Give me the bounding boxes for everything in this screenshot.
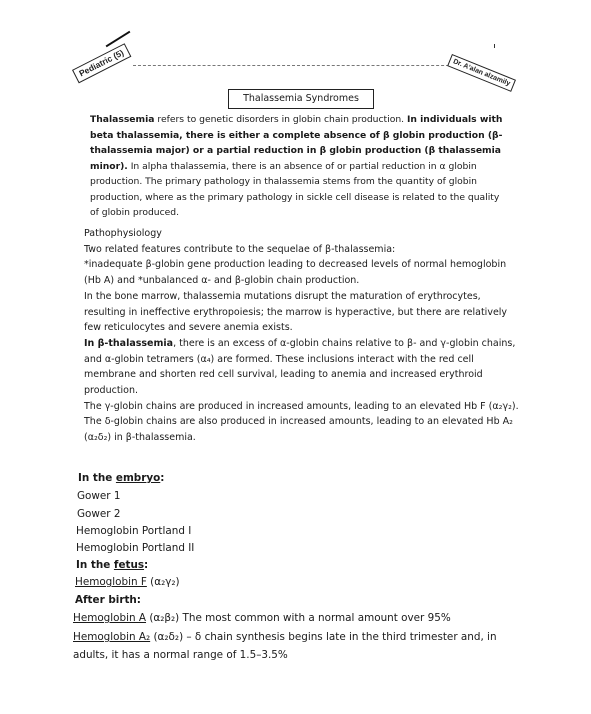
embryo-item: Hemoglobin Portland I [76,525,192,537]
patho-p5: The γ-globin chains are produced in increased amounts, leading to an elevated Hb F (α₂γ₂). [84,400,519,412]
fetus-word: fetus [113,559,145,571]
fetus-suffix: : [144,559,149,571]
fetus-prefix: In the [76,559,114,571]
embryo-item: Gower 1 [77,490,121,502]
intro-paragraph [90,112,510,221]
author-tag: Dr. A'alan alzamily [447,54,516,92]
embryo-suffix: : [160,472,165,484]
hba-text: (α₂β₂) The most common with a normal amount over 95% [146,612,451,624]
patho-p4 [84,336,524,399]
pathophysiology-section [84,226,524,446]
fetal-hb-name: Hemoglobin F [75,576,147,588]
embryo-heading [78,470,164,487]
hemoglobin-a2 [73,628,533,664]
hemoglobin-a [73,610,451,627]
after-birth-heading: After birth: [75,594,141,606]
fetal-hemoglobin [75,574,180,591]
fetus-heading [76,557,148,574]
patho-p6: The δ-globin chains are also produced in increased amounts, leading to an elevated Hb A₂ (α₂δ₂) in β-thalassemia. [84,416,513,444]
header-rule [133,65,459,66]
intro-bold-text: In individuals with beta thalassemia, there is either a complete absence of β globin production (β-thalassemia major) or a partial reduction in β globin production (β thalassemia minor). [90,114,503,172]
intro-term: Thalassemia [90,114,155,125]
patho-p4-bold: In β-thalassemia [84,337,174,349]
page-title: Thalassemia Syndromes [228,89,374,109]
hba2-name: Hemoglobin A₂ [73,631,151,643]
embryo-prefix: In the [78,472,116,484]
intro-text-2: In alpha thalassemia, there is an absence of or partial reduction in α globin production. The primary pathology in thalassemia stems from the quantity of globin production, where as the primary pathology in sickle cell disease is related to the quality of globin produced. [90,160,500,218]
patho-p3: In the bone marrow, thalassemia mutations disrupt the maturation of erythrocytes, resulting in ineffective erythropoiesis; the marrow is hyperactive, but there are relatively few reticulocytes and severe anemia exists. [84,290,508,334]
hba2-text: (α₂δ₂) – δ chain synthesis begins late in the third trimester and, in adults, it has a normal range of 1.5–3.5% [73,631,497,661]
patho-heading: Pathophysiology [84,228,162,239]
intro-text-1: refers to genetic disorders in globin chain production. [154,114,407,125]
pen-dot [494,44,495,48]
fetal-hb-formula: (α₂γ₂) [146,576,180,588]
embryo-item: Hemoglobin Portland II [76,542,195,554]
course-tag: Pediatric (5) [72,43,131,83]
patho-p2: *inadequate β-globin gene production leading to decreased levels of normal hemoglobin (Hb A) and *unbalanced α- and β-globin chain production. [84,259,507,287]
pen-mark [106,31,131,48]
patho-p4-text: , there is an excess of α-globin chains relative to β- and γ-globin chains, and α-globin tetramers (α₄) are formed. These inclusions interact with the red cell membrane and shorten red cell survival, leading to anemia and increased erythroid production. [84,337,516,397]
hba-name: Hemoglobin A [73,612,147,624]
embryo-word: embryo [115,472,161,484]
patho-p1: Two related features contribute to the sequelae of β-thalassemia: [84,243,396,255]
embryo-item: Gower 2 [77,508,121,520]
